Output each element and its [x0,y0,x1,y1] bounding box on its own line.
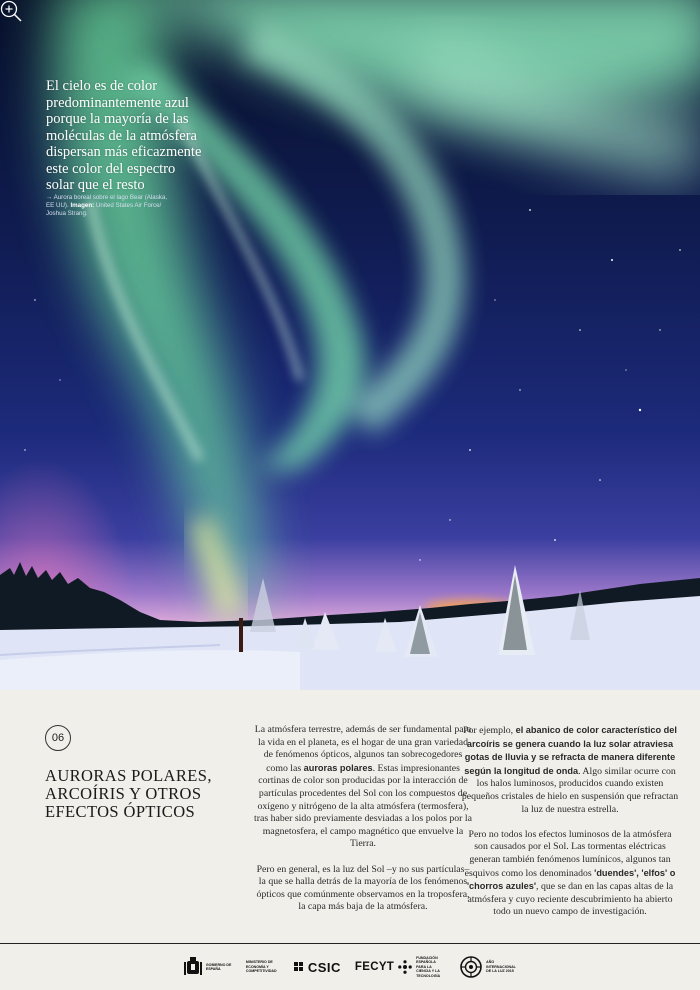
csic-text: CSIC [307,959,341,975]
body-column-2 [461,724,679,932]
highlight-auroras: auroras polares [303,762,373,773]
paragraph-4: Pero no todos los efectos luminosos de la atmósfera son causados por el Sol. Las tormentas eléctricas generan también fenómenos lumínicos, algunos tan esquivos como los denominados 'duendes', 'elfos' o 'chorros azules', que se dan en las capas altas de la atmósfera y cuyo reciente descubrimiento ha abierto todo un nuevo campo de investigación. [464,828,676,918]
paragraph-2: Pero en general, es la luz del Sol –y no sus partículas– la que se halla detrás de la mayoría de los fenómenos ópticos que comúnmente observamos en la troposfera, la capa más baja de la atmósfera. [256,863,470,913]
photo-credit [46,194,176,219]
credit-label: Imagen: [70,202,95,210]
fecyt-mark-icon [398,960,412,974]
gobierno-text: GOBIERNO DE ESPAÑA [205,962,232,971]
credit-source: United States Air Force/ Joshua Strang. [46,202,162,218]
highlight-duendes: 'duendes', 'elfos' o 'chorros azules' [466,867,676,892]
ministerio-text: MINISTERIO DE ECONOMÍA Y COMPETITIVIDAD [245,960,277,974]
body-column-1 [254,724,472,927]
fecyt-logo [355,956,446,978]
zoom-in-icon[interactable] [0,0,22,22]
photo-caption: El cielo es de color predominantemente azul porque la mayoría de las moléculas de la atmósfera dispersan más eficazmente este color del espectro solar que el resto [46,78,202,193]
year-of-light-emblem-icon [460,956,482,978]
year-of-light-logo [460,956,516,978]
fecyt-subtext: FUNDACIÓN ESPAÑOLA PARA LA CIENCIA Y LA TECNOLOGÍA [416,955,441,978]
paragraph-1: La atmósfera terrestre, además de ser fundamental para la vida en el planeta, es el hogar de una gran variedad de fenómenos ópticos, algunos tan sobrecogedores como las auroras polares. Estas impresionantes cortinas de color son producidas por la interacción de partículas procedentes del Sol con los compuestos de oxígeno y nitrógeno de la alta atmósfera (termosfera), tras haber sido previamente desviadas a los polos por la magnetosfera, el campo magnético que envuelve la Tierra. [254,724,472,850]
section-title: AURORAS POLARES, ARCOÍRIS Y OTROS EFECTOS ÓPTICOS [45,766,212,822]
gobierno-logo [184,956,232,978]
section-number: 06 [45,725,71,751]
credit-prefix: → Aurora boreal sobre el lago Bear (Alaska, EE UU). [46,194,168,210]
year-of-light-text: AÑO INTERNACIONAL DE LA LUZ 2015 [486,960,516,974]
highlight-arcoiris: el abanico de color característico del arcoíris se genera cuando la luz solar atraviesa gotas de lluvia y se refracta de manera diferente según la longitud de onda [464,725,677,776]
csic-mark-icon [294,962,304,972]
coat-of-arms-icon [184,956,202,978]
footer-logos [0,944,700,990]
csic-logo [294,960,341,975]
paragraph-3: Por ejemplo, el abanico de color característico del arcoíris se genera cuando la luz solar atraviesa gotas de lluvia y se refracta de manera diferente según la longitud de onda. Algo similar ocurre con los halos luminosos, producidos cuando existen pequeños cristales de hielo en suspensión que refractan la luz de nuestra estrella. [461,725,679,815]
fecyt-text: FECYT [354,961,395,973]
